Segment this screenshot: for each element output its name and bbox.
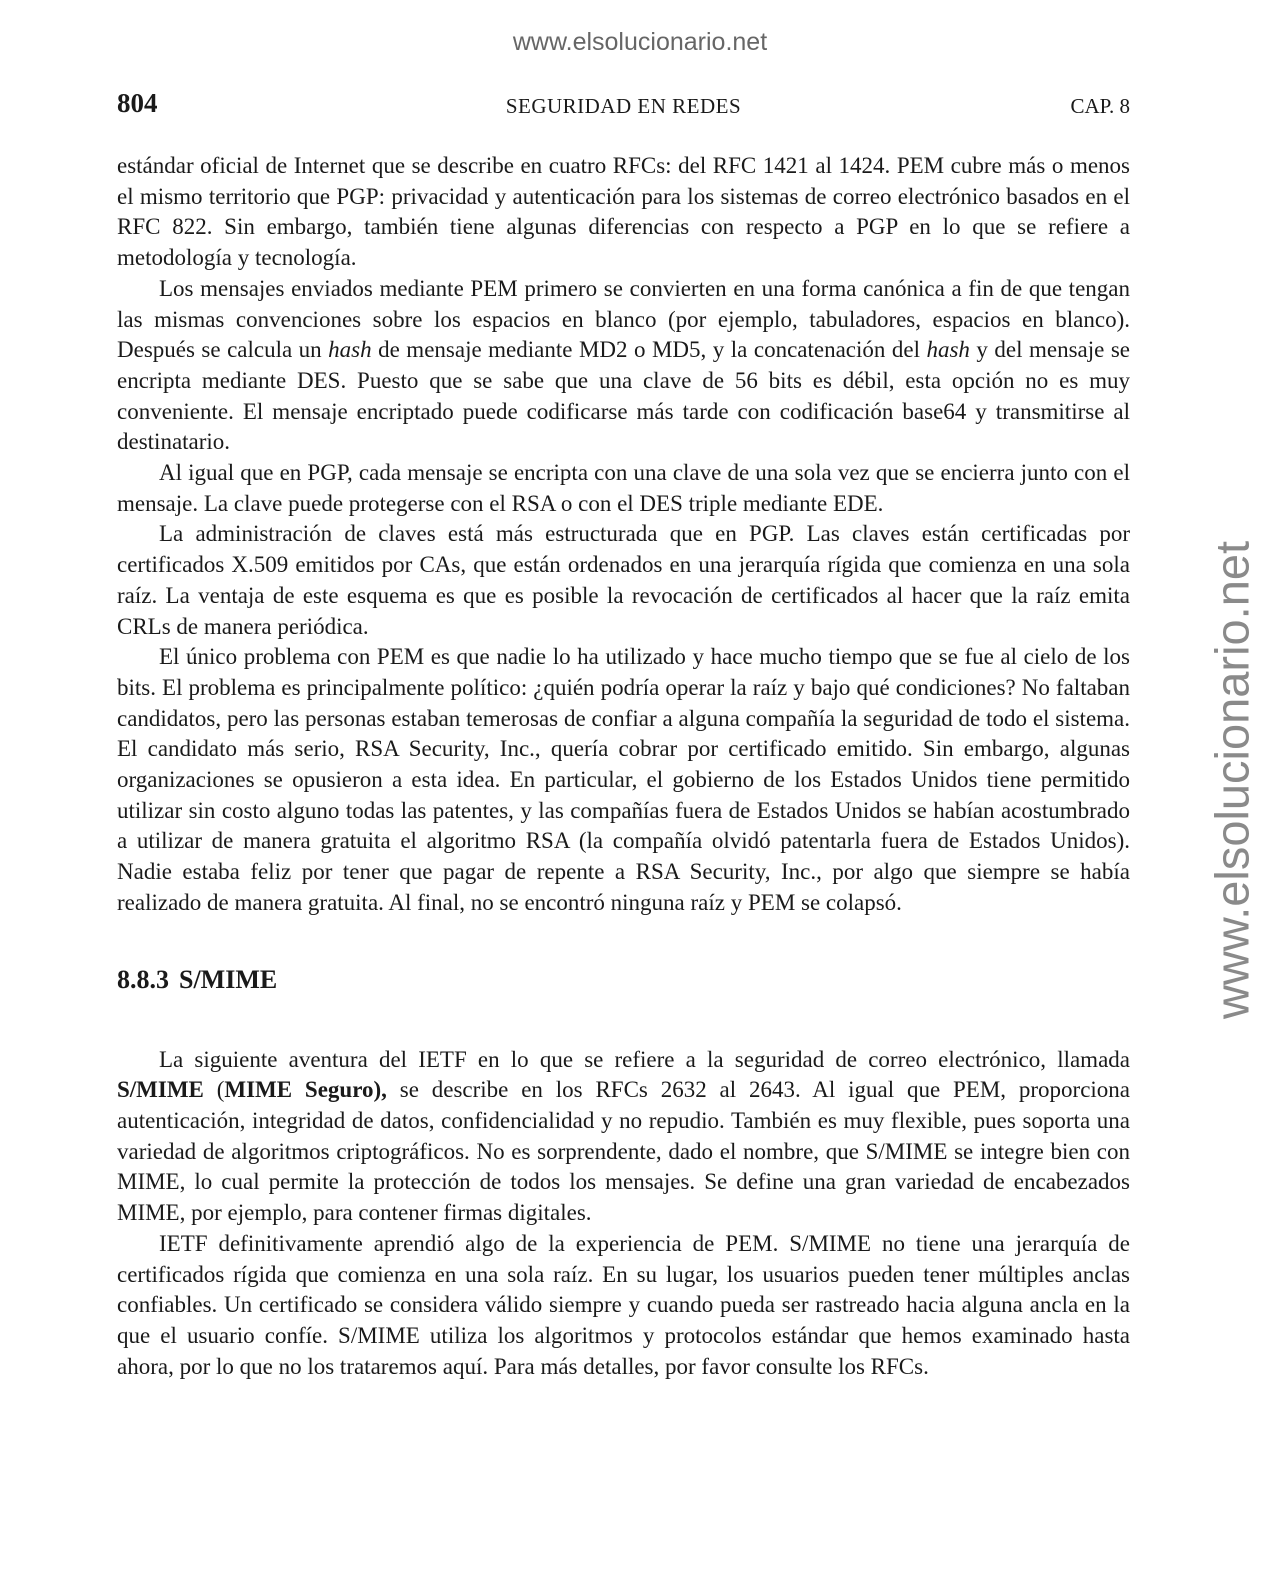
running-title: SEGURIDAD EN REDES [505, 94, 742, 118]
body-text [117, 151, 1130, 1382]
section-number: 8.8.3 [117, 964, 169, 994]
page-number: 804 [117, 88, 158, 118]
term: MIME Seguro), [224, 1077, 387, 1103]
emphasis: hash [328, 337, 372, 363]
paragraph: Los mensajes enviados mediante PEM primero se convierten en una forma canónica a fin de que tengan las mismas convenciones sobre los espacios en blanco (por ejemplo, tabuladores, espacios en blanco). Después se calcula un hash de mensaje mediante MD2 o MD5, y la concatenación del hash y del mensaje se encripta mediante DES. Puesto que se sabe que una clave de 56 bits es débil, esta opción no es muy conveniente. El mensaje encriptado puede codificarse más tarde con codificación base64 y transmitirse al destinatario. [117, 275, 1130, 455]
watermark-side-text: www.elsolucionario.net [1205, 540, 1259, 1020]
watermark-top: www.elsolucionario.net [512, 28, 768, 56]
paragraph: estándar oficial de Internet que se describe en cuatro RFCs: del RFC 1421 al 1424. PEM cubre más o menos el mismo territorio que PGP: privacidad y autenticación para los sistemas de correo electrónico basados en el RFC 822. Sin embargo, también tiene algunas diferencias con respecto a PGP en lo que se refiere a metodología y tecnología. [117, 153, 1130, 271]
paragraph: Al igual que en PGP, cada mensaje se encripta con una clave de una sola vez que se encierra junto con el mensaje. La clave puede protegerse con el RSA o con el DES triple mediante EDE. [117, 460, 1130, 516]
chapter-label: CAP. 8 [1070, 94, 1130, 118]
paragraph: La siguiente aventura del IETF en lo que se refiere a la seguridad de correo electrónico, llamada S/MIME (MIME Seguro), se describe en los RFCs 2632 al 2643. Al igual que PEM, proporciona autenticación, integridad de datos, confidencialidad y no repudio. También es muy flexible, pues soporta una variedad de algoritmos criptográficos. No es sorprendente, dado el nombre, que S/MIME se integre bien con MIME, lo cual permite la protección de todos los mensajes. Se define una gran variedad de encabezados MIME, por ejemplo, para contener firmas digitales. [117, 1046, 1130, 1226]
emphasis: hash [926, 337, 970, 363]
paragraph: IETF definitivamente aprendió algo de la experiencia de PEM. S/MIME no tiene una jerarquía de certificados rígida que comienza en una sola raíz. En su lugar, los usuarios pueden tener múltiples anclas confiables. Un certificado se considera válido siempre y cuando pueda ser rastreado hacia alguna ancla en la que el usuario confíe. S/MIME utiliza los algoritmos y protocolos estándar que hemos examinado hasta ahora, por lo que no los trataremos aquí. Para más detalles, por favor consulte los RFCs. [117, 1230, 1130, 1379]
paragraph: El único problema con PEM es que nadie lo ha utilizado y hace mucho tiempo que se fue al cielo de los bits. El problema es principalmente político: ¿quién podría operar la raíz y bajo qué condiciones? No faltaban candidatos, pero las personas estaban temerosas de confiar a alguna compañía la seguridad de todo el sistema. El candidato más serio, RSA Security, Inc., quería cobrar por certificado emitido. Sin embargo, algunas organizaciones se opusieron a esta idea. En particular, el gobierno de los Estados Unidos tiene permitido utilizar sin costo alguno todas las patentes, y las compañías fuera de Estados Unidos se habían acostumbrado a utilizar de manera gratuita el algoritmo RSA (la compañía olvidó patentarla fuera de Estados Unidos). Nadie estaba feliz por tener que pagar de repente a RSA Security, Inc., por algo que siempre se había realizado de manera gratuita. Al final, no se encontró ninguna raíz y PEM se colapsó. [117, 644, 1130, 915]
term: S/MIME [117, 1077, 204, 1103]
running-head [117, 88, 1130, 124]
paragraph: La administración de claves está más estructurada que en PGP. Las claves están certificadas por certificados X.509 emitidos por CAs, que están ordenados en una jerarquía rígida que comienza en una sola raíz. La ventaja de este esquema es que es posible la revocación de certificados al hacer que la raíz emita CRLs de manera periódica. [117, 521, 1130, 639]
section-title: S/MIME [179, 964, 278, 994]
section-heading [117, 963, 1130, 997]
